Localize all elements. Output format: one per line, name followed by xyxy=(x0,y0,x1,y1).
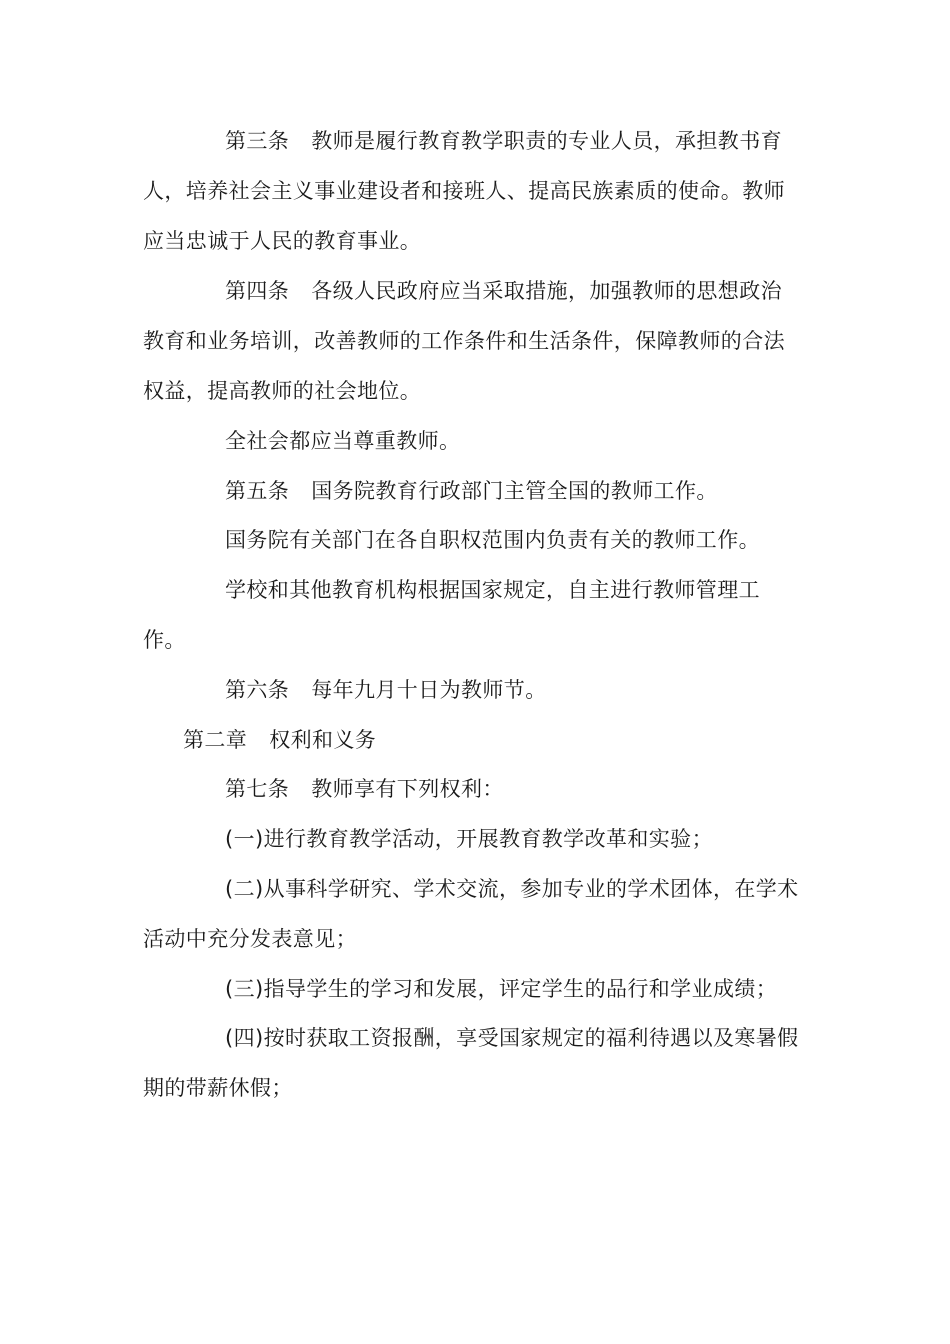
chapter-label: 第二章 xyxy=(183,728,248,752)
right-item-4-line-1: (四)按时获取工资报酬，享受国家规定的福利待遇以及寒暑假 xyxy=(225,1026,799,1050)
article-3-line-3: 应当忠诚于人民的教育事业。 xyxy=(143,229,422,253)
right-item-2-line-1: (二)从事科学研究、学术交流，参加专业的学术团体，在学术 xyxy=(225,877,799,901)
article-6-line-1 xyxy=(225,675,547,705)
right-item-4-line-2: 期的带薪休假； xyxy=(143,1076,293,1100)
chapter-2-heading xyxy=(183,725,376,755)
article-5-paragraph-3-line-2: 作。 xyxy=(143,628,186,652)
paragraph-text: 教师享有下列权利： xyxy=(311,777,504,801)
article-4-line-1 xyxy=(225,276,782,306)
article-5-paragraph-3-line-1: 学校和其他教育机构根据国家规定，自主进行教师管理工 xyxy=(225,578,760,602)
article-4-line-2: 教育和业务培训，改善教师的工作条件和生活条件，保障教师的合法 xyxy=(143,329,785,353)
paragraph-text: 各级人民政府应当采取措施，加强教师的思想政治 xyxy=(311,279,783,303)
paragraph-text: 每年九月十日为教师节。 xyxy=(311,678,547,702)
article-3-line-2: 人，培养社会主义事业建设者和接班人、提高民族素质的使命。教师 xyxy=(143,179,785,203)
right-item-3: (三)指导学生的学习和发展，评定学生的品行和学业成绩； xyxy=(225,977,778,1001)
article-label: 第七条 xyxy=(225,777,290,801)
right-item-2-line-2: 活动中充分发表意见； xyxy=(143,927,357,951)
article-7-line-1 xyxy=(225,774,504,804)
article-5-line-1 xyxy=(225,476,718,506)
article-4-paragraph-2: 全社会都应当尊重教师。 xyxy=(225,429,461,453)
chapter-title: 权利和义务 xyxy=(269,728,377,752)
article-5-paragraph-2: 国务院有关部门在各自职权范围内负责有关的教师工作。 xyxy=(225,528,760,552)
article-label: 第六条 xyxy=(225,678,290,702)
article-label: 第四条 xyxy=(225,279,290,303)
article-label: 第五条 xyxy=(225,479,290,503)
paragraph-text: 教师是履行教育教学职责的专业人员，承担教书育 xyxy=(311,129,783,153)
article-4-line-3: 权益，提高教师的社会地位。 xyxy=(143,379,422,403)
right-item-1: (一)进行教育教学活动，开展教育教学改革和实验； xyxy=(225,827,713,851)
article-label: 第三条 xyxy=(225,129,290,153)
article-3-line-1 xyxy=(225,126,782,156)
paragraph-text: 国务院教育行政部门主管全国的教师工作。 xyxy=(311,479,718,503)
